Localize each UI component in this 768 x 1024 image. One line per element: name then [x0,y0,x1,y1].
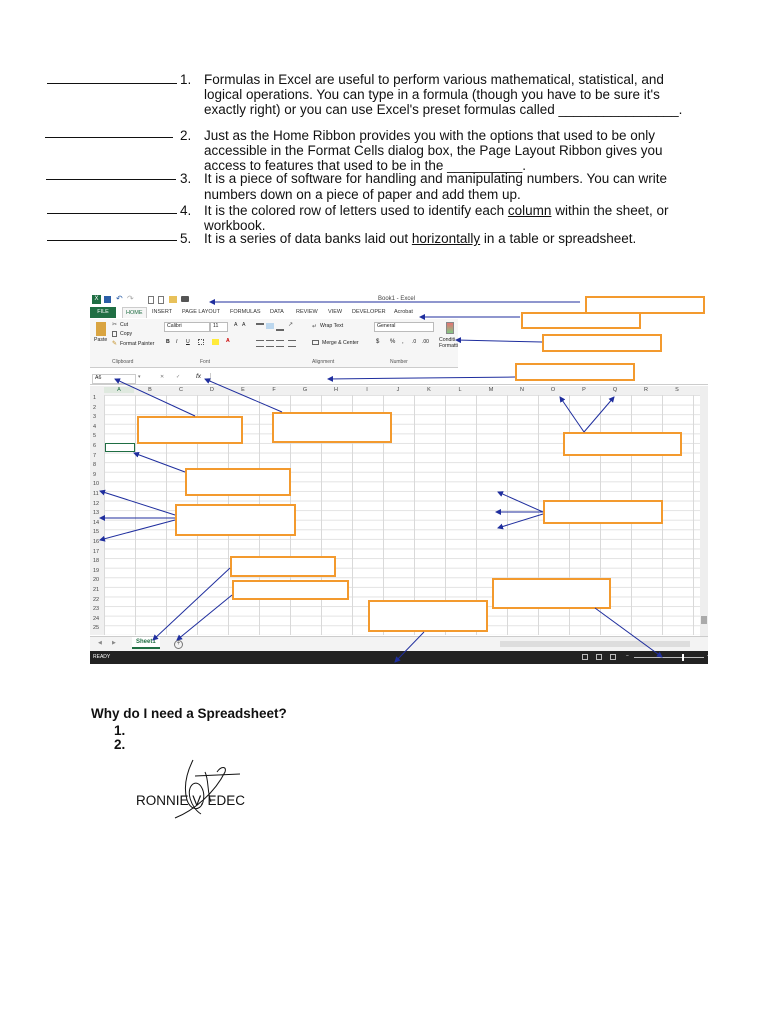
question-text-5 [204,231,684,246]
row-header-17[interactable]: 17 [93,548,100,555]
tab-acrobat[interactable]: Acrobat [394,309,413,315]
column-header-q[interactable]: Q [612,387,618,393]
name-box[interactable]: A6 [92,374,136,384]
question-text-4 [204,203,684,233]
copy-button[interactable]: Copy [120,331,133,337]
shrink-font-icon[interactable]: A [242,322,246,328]
font-color-icon[interactable]: A [226,338,230,344]
row-header-13[interactable]: 13 [93,510,100,517]
underline-icon[interactable]: U [186,339,190,345]
normal-view-icon[interactable] [582,654,588,660]
column-header-p[interactable]: P [582,387,586,393]
callout-box-2[interactable] [521,312,641,329]
answer-blank-1[interactable] [47,83,177,84]
group-alignment-label: Alignment [312,359,335,365]
question-text-1: Formulas in Excel are useful to perform various mathematical, statistical, and logical operations. You can type in a formula (though you have to be sure it's exactly right) or you can use Excel's preset formulas called ________________. [204,72,683,117]
comma-icon[interactable]: , [402,339,404,345]
row-header-14[interactable]: 14 [93,519,100,526]
add-sheet-icon[interactable]: + [174,640,183,649]
undo-icon[interactable]: ↶ [116,294,123,303]
column-header-e[interactable]: E [241,387,245,393]
zoom-slider[interactable] [634,657,704,658]
zoom-slider-thumb[interactable] [682,654,684,661]
row-header-6[interactable]: 6 [93,443,97,449]
question-5-text-before: It is a series of data banks laid out [204,231,412,246]
column-header-o[interactable]: O [550,387,556,393]
conditional-formatting-icon[interactable] [446,322,454,334]
author-name: RONNIE V. EDEC [136,793,246,808]
column-header-s[interactable]: S [675,387,679,393]
column-header-g[interactable]: G [302,387,308,393]
question-5-underlined: horizontally [411,231,481,246]
group-clipboard-label: Clipboard [112,359,134,365]
question-5-text-after: in a table or spreadsheet. [480,231,637,246]
question-4-underlined: column [507,203,552,218]
row-header-15[interactable]: 15 [93,529,100,536]
open-icon[interactable] [169,296,177,303]
camera-icon[interactable] [181,296,189,302]
number-format-select[interactable]: General [374,322,434,332]
answer-blank-3[interactable] [46,179,176,180]
paste-button[interactable]: Paste [94,337,108,343]
callout-box-14[interactable] [368,600,488,632]
cancel-entry-icon[interactable]: ✕ [160,374,165,380]
why-title: Why do I need a Spreadsheet? [91,706,287,721]
sheet-prev-icon[interactable]: ◀ [98,640,102,646]
tab-formulas[interactable]: FORMULAS [230,309,261,315]
percent-icon[interactable]: % [390,339,396,345]
save-icon[interactable] [104,296,111,303]
align-center-icon[interactable] [266,340,274,347]
decrease-decimal-icon[interactable]: .00 [422,339,429,345]
font-name-select[interactable]: Calibri [164,322,210,332]
zoom-in-icon[interactable]: + [707,653,710,659]
callout-box-13[interactable] [492,578,611,609]
column-header-l[interactable]: L [458,387,462,393]
column-header-h[interactable]: H [334,387,338,393]
tab-developer[interactable]: DEVELOPER [352,309,386,315]
row-header-21[interactable]: 21 [93,587,100,593]
row-header-20[interactable]: 20 [93,577,100,584]
status-bar [90,651,728,664]
row-header-18[interactable]: 18 [93,558,100,565]
callout-box-8[interactable] [185,468,291,496]
tab-file[interactable]: FILE [90,307,116,318]
row-header-3[interactable]: 3 [93,414,97,421]
align-middle-icon[interactable] [266,323,274,329]
indent-icon[interactable] [288,340,296,347]
page-break-view-icon[interactable] [610,654,616,660]
callout-box-11[interactable] [230,556,336,577]
new-file-icon[interactable] [148,296,154,304]
row-header-23[interactable]: 23 [93,606,100,613]
row-header-9[interactable]: 9 [93,471,97,478]
merge-center-button[interactable]: Merge & Center [322,340,359,346]
cut-button[interactable]: Cut [120,322,129,328]
confirm-entry-icon[interactable]: ✓ [176,374,181,380]
bold-icon[interactable]: B [166,339,170,345]
question-text-2: Just as the Home Ribbon provides you with the options that used to be only accessible in the Format Cells dialog box, the Page Layout Ribbon gives you access to features that used to be in the __________. [204,128,663,173]
align-top-icon[interactable] [256,323,264,331]
row-header-1[interactable]: 1 [93,395,97,401]
tab-page-layout[interactable]: PAGE LAYOUT [182,309,221,315]
question-number-1: 1. [180,72,192,87]
fill-color-icon[interactable] [212,339,219,345]
wrap-text-button[interactable]: Wrap Text [320,323,344,329]
column-header-n[interactable]: N [520,387,524,393]
why-item-2: 2. [114,737,126,752]
redo-icon[interactable]: ↷ [127,294,134,303]
tab-review[interactable]: REVIEW [296,309,318,315]
insert-function-icon[interactable]: fx [196,373,202,380]
column-header-b[interactable]: B [148,387,152,393]
column-header-d[interactable]: D [210,387,214,393]
callout-box-9[interactable] [175,504,296,536]
column-header-c[interactable]: C [179,387,183,393]
ribbon [90,319,458,368]
tab-home[interactable]: HOME [122,307,147,318]
why-item-1: 1. [114,723,126,738]
answer-blank-2[interactable] [45,137,173,138]
answer-blank-4[interactable] [47,213,177,214]
column-header-m[interactable]: M [488,387,494,393]
wrap-text-icon[interactable]: ↵ [312,324,318,330]
column-header-j[interactable]: J [396,387,400,393]
column-header-f[interactable]: F [272,387,276,393]
sheet-tab-sheet1[interactable]: Sheet1 [132,637,160,649]
align-right-icon[interactable] [276,340,284,347]
active-cell[interactable] [105,443,135,452]
question-text-3: It is a piece of software for handling and manipulating numbers. You can write numbers down on a piece of paper and add them up. [204,171,668,202]
row-header-7[interactable]: 7 [93,452,97,459]
copy-icon[interactable] [112,331,117,337]
column-header-k[interactable]: K [427,387,431,393]
column-header-i[interactable]: I [366,387,368,393]
format-painter-icon[interactable]: ✎ [112,341,118,347]
row-header-16[interactable]: 16 [93,539,100,545]
tab-insert[interactable]: INSERT [152,309,173,315]
conditional-formatting-button[interactable]: Conditi Formatti [439,337,459,349]
group-number-label: Number [390,359,408,365]
sheet-tab-bar [90,636,708,652]
zoom-out-icon[interactable]: − [626,653,629,659]
row-header-22[interactable]: 22 [93,596,100,603]
row-header-4[interactable]: 4 [93,423,97,430]
callout-box-5[interactable] [137,416,243,444]
question-number-2: 2. [180,128,192,143]
vertical-scrollbar[interactable] [700,386,708,636]
orientation-icon[interactable]: ↗ [288,322,294,328]
callout-box-12[interactable] [232,580,349,600]
page-layout-view-icon[interactable] [596,654,602,660]
column-header-a[interactable]: A [104,387,134,393]
callout-box-6[interactable] [272,412,392,443]
cut-icon[interactable]: ✂ [112,322,118,328]
question-4-text-before: It is the colored row of letters used to identify each [204,203,508,218]
ribbon-tabs [90,307,458,317]
signature-scribble [165,752,245,824]
status-ready: READY [93,654,111,660]
italic-icon[interactable]: I [176,339,178,345]
answer-blank-5[interactable] [47,240,177,241]
row-header-12[interactable]: 12 [93,500,100,507]
tab-view[interactable]: VIEW [328,309,343,315]
borders-icon[interactable] [198,339,204,345]
name-box-dropdown-icon[interactable]: ▾ [138,374,141,380]
callout-box-7[interactable] [563,432,682,456]
grow-font-icon[interactable]: A [234,322,238,328]
horizontal-scrollbar[interactable] [500,641,690,647]
font-size-select[interactable]: 11 [210,322,228,332]
callout-box-4[interactable] [515,363,635,381]
currency-icon[interactable]: $ [376,339,380,345]
row-header-5[interactable]: 5 [93,433,97,440]
align-left-icon[interactable] [256,340,264,347]
question-number-5: 5. [180,231,192,246]
question-4-text-after: within the sheet, or workbook. [204,203,669,233]
row-header-24[interactable]: 24 [93,615,100,622]
row-header-8[interactable]: 8 [93,462,97,469]
paste-icon[interactable] [96,322,106,336]
format-painter-button[interactable]: Format Painter [120,341,155,347]
window-title: Book1 - Excel [378,296,416,302]
sheet-next-icon[interactable]: ▶ [112,640,116,646]
excel-logo-icon: X [92,295,101,304]
print-preview-icon[interactable] [158,296,164,304]
vertical-scroll-thumb[interactable] [701,616,707,624]
merge-center-icon[interactable] [312,340,319,345]
align-bottom-icon[interactable] [276,323,284,331]
row-headers [90,395,105,635]
zoom-level: 100% [715,654,728,660]
group-font-label: Font [200,359,211,365]
row-header-25[interactable]: 25 [93,625,100,632]
callout-box-3[interactable] [542,334,662,352]
question-number-3: 3. [180,171,192,186]
column-header-r[interactable]: R [644,387,648,393]
row-header-19[interactable]: 19 [93,567,100,574]
row-header-2[interactable]: 2 [93,404,97,411]
callout-box-10[interactable] [543,500,663,524]
tab-data[interactable]: DATA [270,309,284,315]
question-number-4: 4. [180,203,192,218]
row-header-11[interactable]: 11 [93,491,99,497]
increase-decimal-icon[interactable]: .0 [412,339,417,345]
row-header-10[interactable]: 10 [93,481,100,488]
